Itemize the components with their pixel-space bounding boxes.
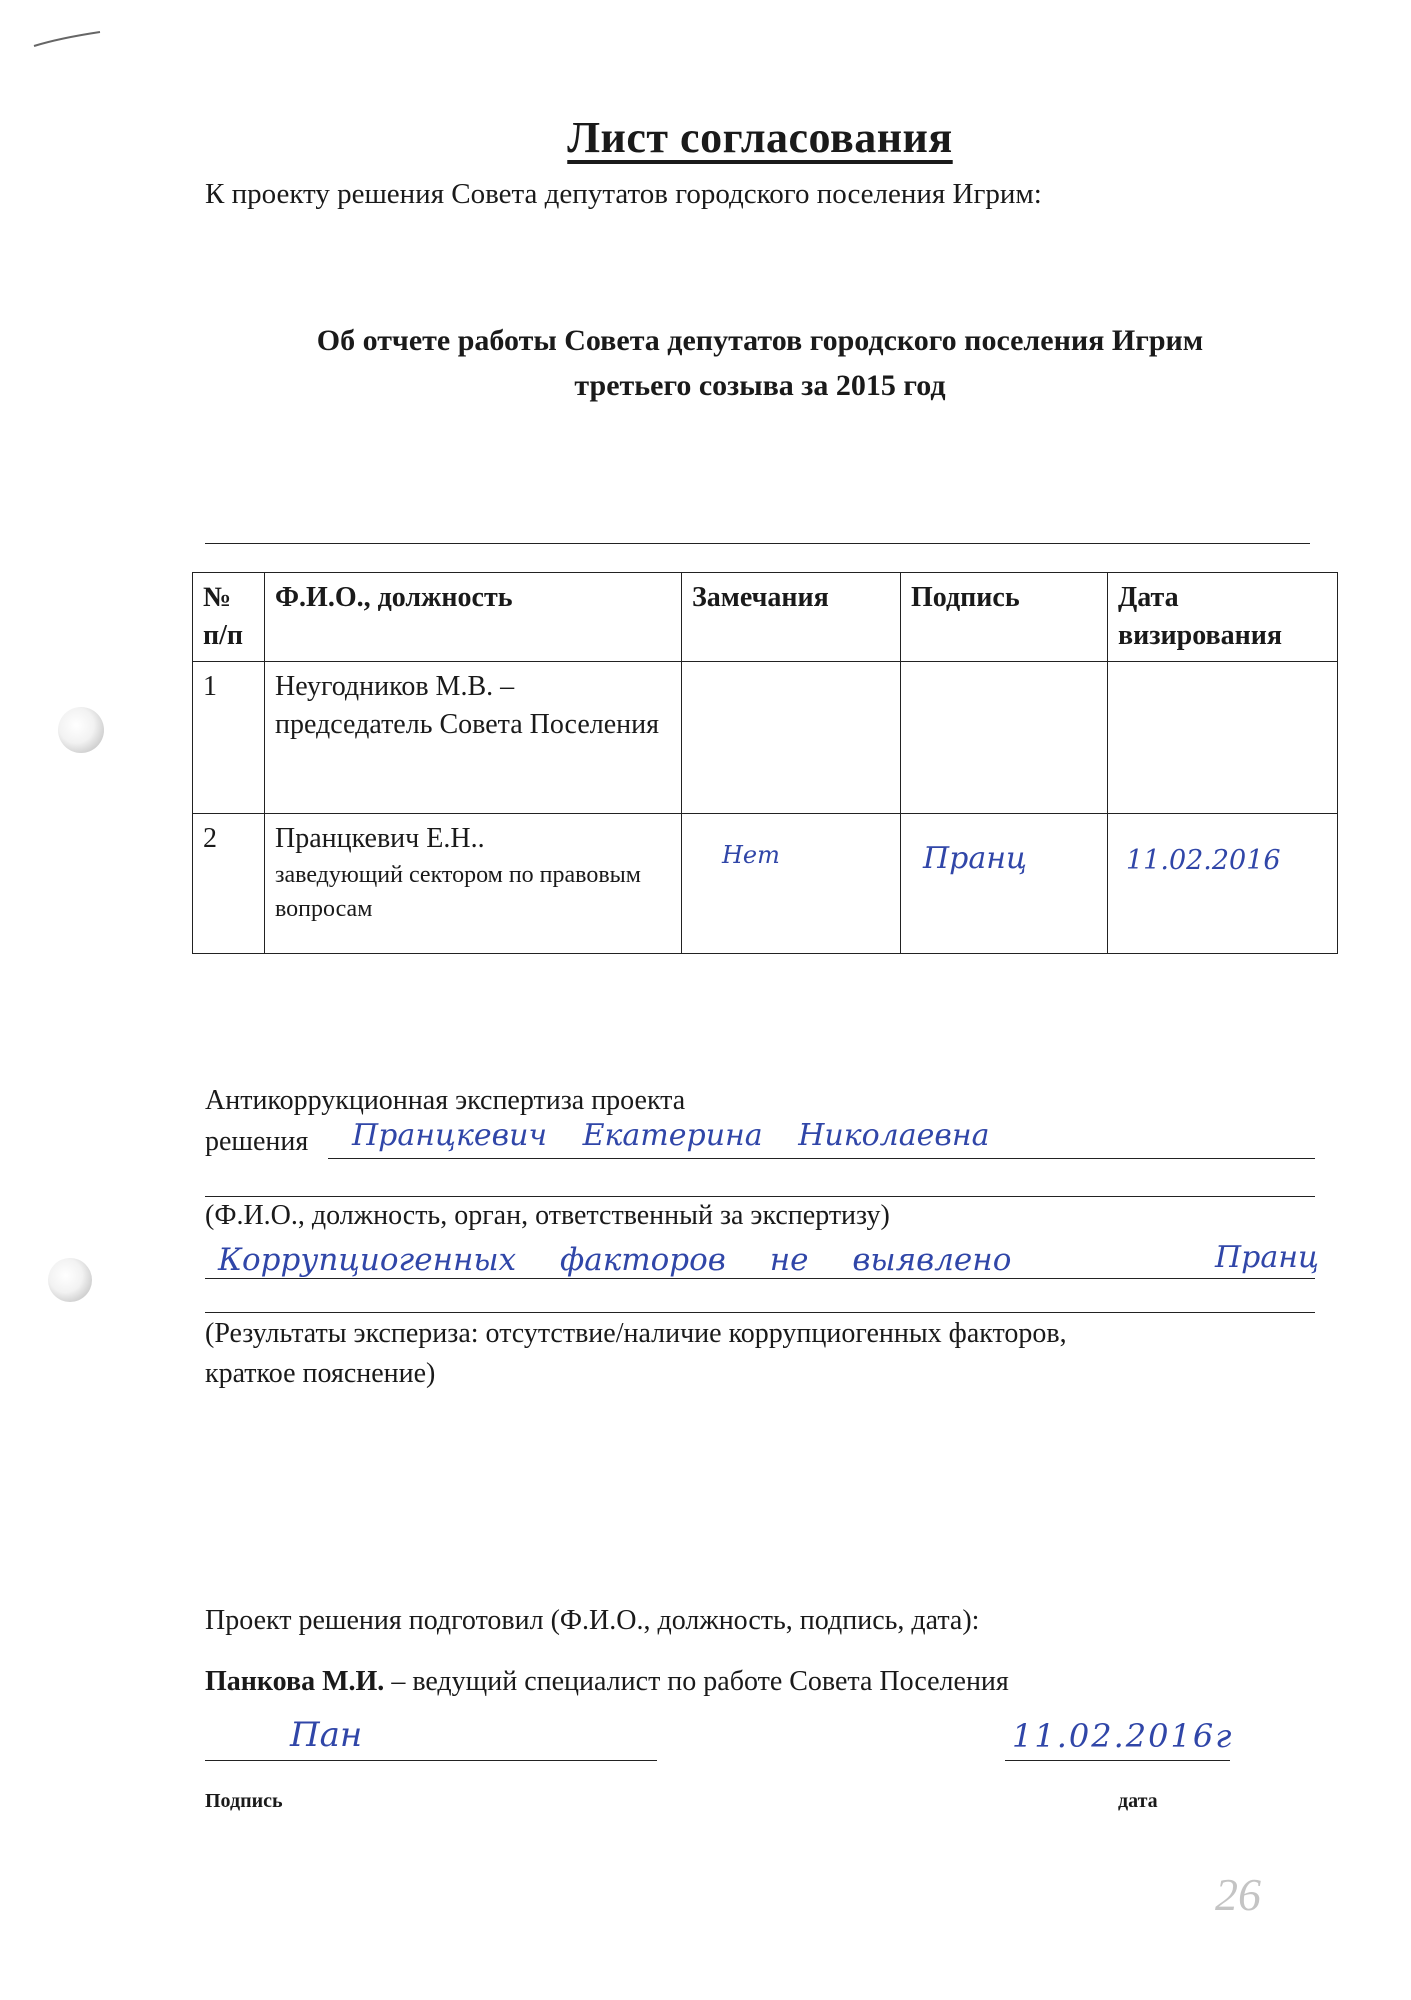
- expertise-label-line-1: Антикоррукционная экспертиза проекта: [205, 1085, 686, 1116]
- title-divider: [205, 543, 1310, 544]
- row-1-position: председатель Совета Поселения: [275, 709, 660, 740]
- expertise-name-line: [328, 1158, 1315, 1159]
- prepared-signature-handwritten: Пан: [290, 1715, 363, 1755]
- row-2-signature-handwritten: Пранц: [923, 841, 1027, 876]
- row-2-name: Пранцкевич Е.Н..: [275, 823, 485, 854]
- row-1-signature: [901, 662, 1108, 814]
- row-2-name-cell: [265, 814, 682, 954]
- prepared-label: Проект решения подготовил (Ф.И.О., должность, подпись, дата):: [205, 1605, 980, 1636]
- row-2-date-cell: [1108, 814, 1338, 954]
- expertise-result-signature: Пранц: [1215, 1240, 1319, 1275]
- table-header-row: [193, 573, 1338, 662]
- pen-scratch-mark: [30, 24, 110, 54]
- punch-hole-top: [58, 707, 104, 753]
- page-number-handwritten: 26: [1215, 1869, 1261, 1920]
- header-signature: Подпись: [901, 573, 1108, 662]
- table-row: [193, 662, 1338, 814]
- expertise-result-handwritten: Коррупциогенных факторов не выявлено: [218, 1242, 1012, 1278]
- expertise-caption-2-line-2: краткое пояснение): [205, 1358, 436, 1389]
- expertise-label-line-2: решения: [205, 1126, 309, 1157]
- header-num: № п/п: [193, 573, 265, 662]
- expertise-caption-1: (Ф.И.О., должность, орган, ответственный за экспертизу): [205, 1200, 890, 1231]
- punch-hole-bottom: [48, 1258, 92, 1302]
- approval-table: [192, 572, 1338, 954]
- row-2-signature-cell: [901, 814, 1108, 954]
- date-line: [1005, 1760, 1230, 1761]
- document-title: Лист согласования: [567, 113, 953, 162]
- expertise-result-line: [205, 1278, 1315, 1279]
- header-date: Дата визирования: [1108, 573, 1338, 662]
- expertise-caption-2-line-1: (Результаты экспериза: отсутствие/наличие коррупциогенных факторов,: [205, 1318, 1067, 1349]
- prepared-position: – ведущий специалист по работе Совета Поселения: [384, 1666, 1009, 1697]
- project-title: [0, 318, 1411, 408]
- project-title-line-2: третьего созыва за 2015 год: [574, 369, 946, 402]
- row-1-name-cell: [265, 662, 682, 814]
- prepared-line: [205, 1666, 1009, 1698]
- row-2-remarks-cell: [682, 814, 901, 954]
- row-2-num: 2: [193, 814, 265, 954]
- project-title-line-1: Об отчете работы Совета депутатов городского поселения Игрим: [316, 324, 1204, 357]
- row-1-remarks: [682, 662, 901, 814]
- expertise-expert-handwritten: Пранцкевич Екатерина Николаевна: [352, 1118, 990, 1153]
- prepared-date-handwritten: 11.02.2016г: [1012, 1717, 1234, 1755]
- document-subtitle: К проекту решения Совета депутатов городского поселения Игрим:: [205, 178, 1042, 210]
- prepared-name: Панкова М.И.: [205, 1666, 385, 1697]
- header-remarks: Замечания: [682, 573, 901, 662]
- expertise-result-line-2: [205, 1312, 1315, 1313]
- row-2-date-handwritten: 11.02.2016: [1126, 845, 1281, 876]
- row-1-date: [1108, 662, 1338, 814]
- expertise-second-line: [205, 1196, 1315, 1197]
- row-1-num: 1: [193, 662, 265, 814]
- signature-caption: Подпись: [205, 1790, 283, 1812]
- row-1-name: Неугодников М.В. –: [275, 671, 515, 702]
- date-caption: дата: [1118, 1790, 1158, 1812]
- signature-line: [205, 1760, 657, 1761]
- row-2-remarks-handwritten: Нет: [722, 841, 780, 869]
- row-2-position: заведующий сектором по правовым вопросам: [275, 862, 641, 922]
- table-row: [193, 814, 1338, 954]
- header-name: Ф.И.О., должность: [265, 573, 682, 662]
